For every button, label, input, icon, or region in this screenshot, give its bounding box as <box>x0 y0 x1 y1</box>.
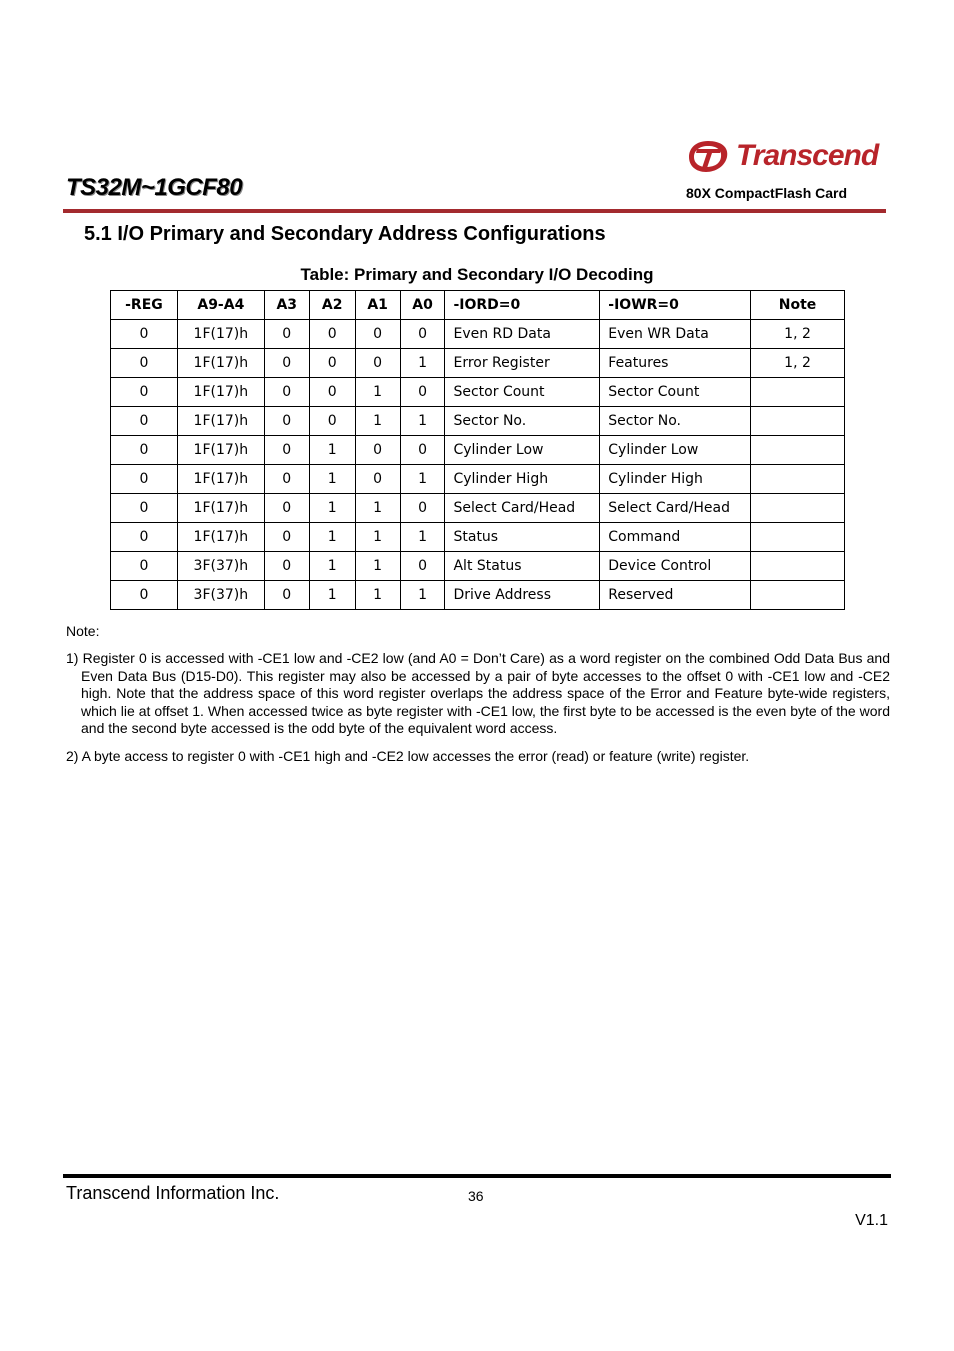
column-header: Note <box>751 291 845 320</box>
column-header: A9-A4 <box>177 291 264 320</box>
table-row <box>111 407 845 436</box>
table-cell: 1F(17)h <box>177 436 264 465</box>
table-cell: 1F(17)h <box>177 494 264 523</box>
table-cell: Error Register <box>445 349 600 378</box>
table-cell: 0 <box>111 581 178 610</box>
table-cell <box>751 581 845 610</box>
column-header: A2 <box>309 291 355 320</box>
table-cell: 1F(17)h <box>177 349 264 378</box>
io-decoding-table <box>110 290 845 610</box>
column-header: -IORD=0 <box>445 291 600 320</box>
table-cell <box>751 552 845 581</box>
table-cell: 0 <box>309 349 355 378</box>
table-cell: 0 <box>264 320 309 349</box>
table-cell: 1 <box>400 407 445 436</box>
table-cell: Sector Count <box>600 378 751 407</box>
table-cell: Status <box>445 523 600 552</box>
table-cell: 0 <box>264 465 309 494</box>
table-cell: Cylinder Low <box>445 436 600 465</box>
table-cell: 1 <box>355 581 400 610</box>
table-cell: 0 <box>264 407 309 436</box>
table-cell: Drive Address <box>445 581 600 610</box>
product-subtitle: 80X CompactFlash Card <box>686 185 848 201</box>
table-cell: Cylinder High <box>600 465 751 494</box>
table-row <box>111 523 845 552</box>
table-cell: 0 <box>111 407 178 436</box>
table-header-row <box>111 291 845 320</box>
table-cell: 1F(17)h <box>177 320 264 349</box>
table-cell: 1, 2 <box>751 349 845 378</box>
table-body <box>111 320 845 610</box>
table-cell <box>751 465 845 494</box>
table-row <box>111 349 845 378</box>
page-number: 36 <box>468 1188 484 1204</box>
note-item <box>66 650 890 738</box>
table-cell: 0 <box>400 436 445 465</box>
notes-heading: Note: <box>66 623 100 639</box>
table-cell: 1 <box>309 552 355 581</box>
table-cell: 1F(17)h <box>177 523 264 552</box>
table-cell: Even RD Data <box>445 320 600 349</box>
document-version: V1.1 <box>855 1212 888 1229</box>
table-cell: 1 <box>400 523 445 552</box>
table-cell: Sector No. <box>600 407 751 436</box>
footer-divider <box>63 1174 891 1178</box>
note-text: 2) A byte access to register 0 with -CE1 high and -CE2 low accesses the error (read) or feature (write) register. <box>66 748 750 764</box>
table-cell: 0 <box>355 320 400 349</box>
column-header: -IOWR=0 <box>600 291 751 320</box>
column-header: -REG <box>111 291 178 320</box>
table-cell: 0 <box>111 523 178 552</box>
column-header: A0 <box>400 291 445 320</box>
table-cell: 0 <box>400 320 445 349</box>
table-cell: 0 <box>111 320 178 349</box>
table-cell: 1 <box>309 581 355 610</box>
table-cell: 0 <box>111 494 178 523</box>
table-cell: 0 <box>111 349 178 378</box>
table-cell: 0 <box>111 465 178 494</box>
table-cell: 0 <box>400 378 445 407</box>
table-cell: 0 <box>264 494 309 523</box>
table-cell: Sector Count <box>445 378 600 407</box>
table-cell: Alt Status <box>445 552 600 581</box>
table-cell: 0 <box>264 436 309 465</box>
transcend-logo-icon <box>686 138 730 174</box>
header-divider <box>63 209 886 213</box>
table-cell: Select Card/Head <box>600 494 751 523</box>
column-header: A1 <box>355 291 400 320</box>
table-cell <box>751 494 845 523</box>
table-caption: Table: Primary and Secondary I/O Decoding <box>300 265 654 284</box>
table-cell: 0 <box>355 349 400 378</box>
table-cell: Cylinder High <box>445 465 600 494</box>
table-cell: 0 <box>111 552 178 581</box>
table-cell: 0 <box>400 552 445 581</box>
table-cell: 1 <box>355 494 400 523</box>
table-cell: 1 <box>309 523 355 552</box>
note-text: 1) Register 0 is accessed with -CE1 low and -CE2 low (and A0 = Don’t Care) as a word register on the combined Odd Data Bus and Even Data Bus (D15-D0). This register may also be accessed by a pair of byte accesses to the offset 0 with -CE1 low and -CE2 high. Note that the address space of this word register overlaps the address space of the Error and Feature byte-wide registers, which lie at offset 1. When accessed twice as byte register with -CE1 low, the first byte to be accessed is the even byte of the word and the second byte accessed is the odd byte of the equivalent word access. <box>66 650 890 737</box>
table-cell: 1 <box>309 436 355 465</box>
table-cell: 0 <box>264 523 309 552</box>
table-cell: 1 <box>400 465 445 494</box>
table-row <box>111 320 845 349</box>
footer-company: Transcend Information Inc. <box>66 1183 280 1203</box>
brand-logo <box>686 136 886 176</box>
table-cell: 0 <box>264 581 309 610</box>
table-cell: 1 <box>400 581 445 610</box>
table-cell: 0 <box>400 494 445 523</box>
table-row <box>111 465 845 494</box>
table-cell: 1 <box>355 552 400 581</box>
table-cell: 0 <box>264 378 309 407</box>
table-cell: 3F(37)h <box>177 552 264 581</box>
table-cell: 0 <box>264 349 309 378</box>
table-cell: 0 <box>309 407 355 436</box>
table-row <box>111 436 845 465</box>
table-cell: 0 <box>355 465 400 494</box>
table-cell: Cylinder Low <box>600 436 751 465</box>
table-cell: 1 <box>400 349 445 378</box>
table-cell: 0 <box>355 436 400 465</box>
table-cell: Features <box>600 349 751 378</box>
table-cell: Even WR Data <box>600 320 751 349</box>
table-cell: 1F(17)h <box>177 465 264 494</box>
table-cell: 0 <box>309 378 355 407</box>
table-cell: 1F(17)h <box>177 378 264 407</box>
table-row <box>111 552 845 581</box>
table-cell: Select Card/Head <box>445 494 600 523</box>
table-cell <box>751 407 845 436</box>
table-cell: 3F(37)h <box>177 581 264 610</box>
brand-name: Transcend <box>736 139 879 172</box>
table-cell: Sector No. <box>445 407 600 436</box>
table-cell: Command <box>600 523 751 552</box>
table-cell: 1 <box>355 378 400 407</box>
table-cell: Reserved <box>600 581 751 610</box>
table-cell: 1 <box>355 407 400 436</box>
table-cell: 1F(17)h <box>177 407 264 436</box>
model-number: TS32M~1GCF80 <box>66 174 243 201</box>
table-row <box>111 378 845 407</box>
table-row <box>111 581 845 610</box>
table-cell <box>751 436 845 465</box>
table-cell: 1 <box>309 465 355 494</box>
table-cell <box>751 523 845 552</box>
note-item <box>66 748 890 766</box>
table-cell: 1 <box>355 523 400 552</box>
table-cell <box>751 378 845 407</box>
table-cell: 1 <box>309 494 355 523</box>
table-cell: Device Control <box>600 552 751 581</box>
table-row <box>111 494 845 523</box>
column-header: A3 <box>264 291 309 320</box>
table-cell: 0 <box>264 552 309 581</box>
table-cell: 0 <box>111 378 178 407</box>
section-title: 5.1 I/O Primary and Secondary Address Configurations <box>84 223 606 245</box>
table-cell: 0 <box>111 436 178 465</box>
table-cell: 1, 2 <box>751 320 845 349</box>
table-cell: 0 <box>309 320 355 349</box>
